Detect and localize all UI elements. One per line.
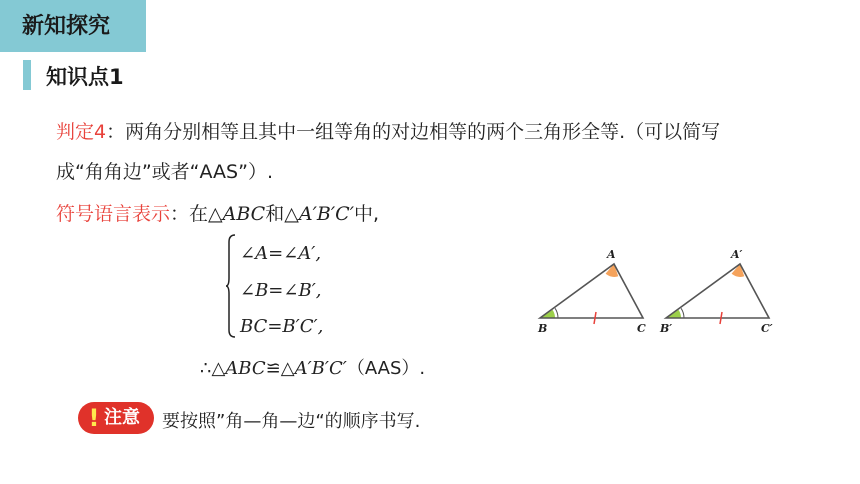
triangle-abc-outline <box>540 264 643 318</box>
header-title: 新知探究 <box>22 14 111 39</box>
label-b: B <box>538 322 548 335</box>
conclusion-congruent: ≌△ <box>265 358 295 379</box>
symbolic-label: 符号语言表示 <box>56 203 171 225</box>
symbolic-tri2: A′B′C′ <box>298 203 355 225</box>
note-badge-label: 注意 <box>104 407 140 428</box>
angle-b-prime-arc <box>681 308 684 318</box>
label-c: C <box>637 322 646 335</box>
conclusion-tri1: ABC <box>225 358 266 379</box>
side-bc-tick <box>594 312 596 324</box>
label-a-prime: A′ <box>731 248 743 261</box>
angle-b-arc <box>555 308 558 318</box>
condition-angle-b: ∠B=∠B′, <box>240 280 322 301</box>
conclusion-prefix: ∴△ <box>200 358 226 379</box>
condition-angle-a: ∠A=∠A′, <box>240 243 322 264</box>
conclusion-tri2: A′B′C′ <box>294 358 347 379</box>
triangle-a-prime-outline <box>666 264 769 318</box>
triangle-a-prime-b-prime-c-prime <box>659 248 773 335</box>
label-b-prime: B′ <box>660 322 673 335</box>
theorem-text-1: ：两角分别相等且其中一组等角的对边相等的两个三角形全等.（可以简写 <box>106 121 721 143</box>
condition-side-bc: BC=B′C′, <box>240 316 324 337</box>
conclusion-suffix: （AAS）. <box>346 358 426 379</box>
note-text: 要按照”角—角—边“的顺序书写. <box>162 411 421 432</box>
symbolic-and: 和△ <box>265 203 299 225</box>
theorem-label: 判定4 <box>56 121 107 143</box>
symbolic-suffix: 中, <box>354 203 380 225</box>
triangle-abc <box>537 248 646 335</box>
symbolic-prefix: ：在△ <box>170 203 223 225</box>
exclamation-icon: ! <box>88 404 100 432</box>
label-c-prime: C′ <box>761 322 773 335</box>
symbolic-tri1: ABC <box>222 203 266 225</box>
side-b-prime-c-prime-tick <box>720 312 722 324</box>
section-title: 知识点1 <box>46 65 124 89</box>
theorem-text-2: 成“角角边”或者“AAS”）. <box>56 161 273 183</box>
label-a: A <box>607 248 616 261</box>
